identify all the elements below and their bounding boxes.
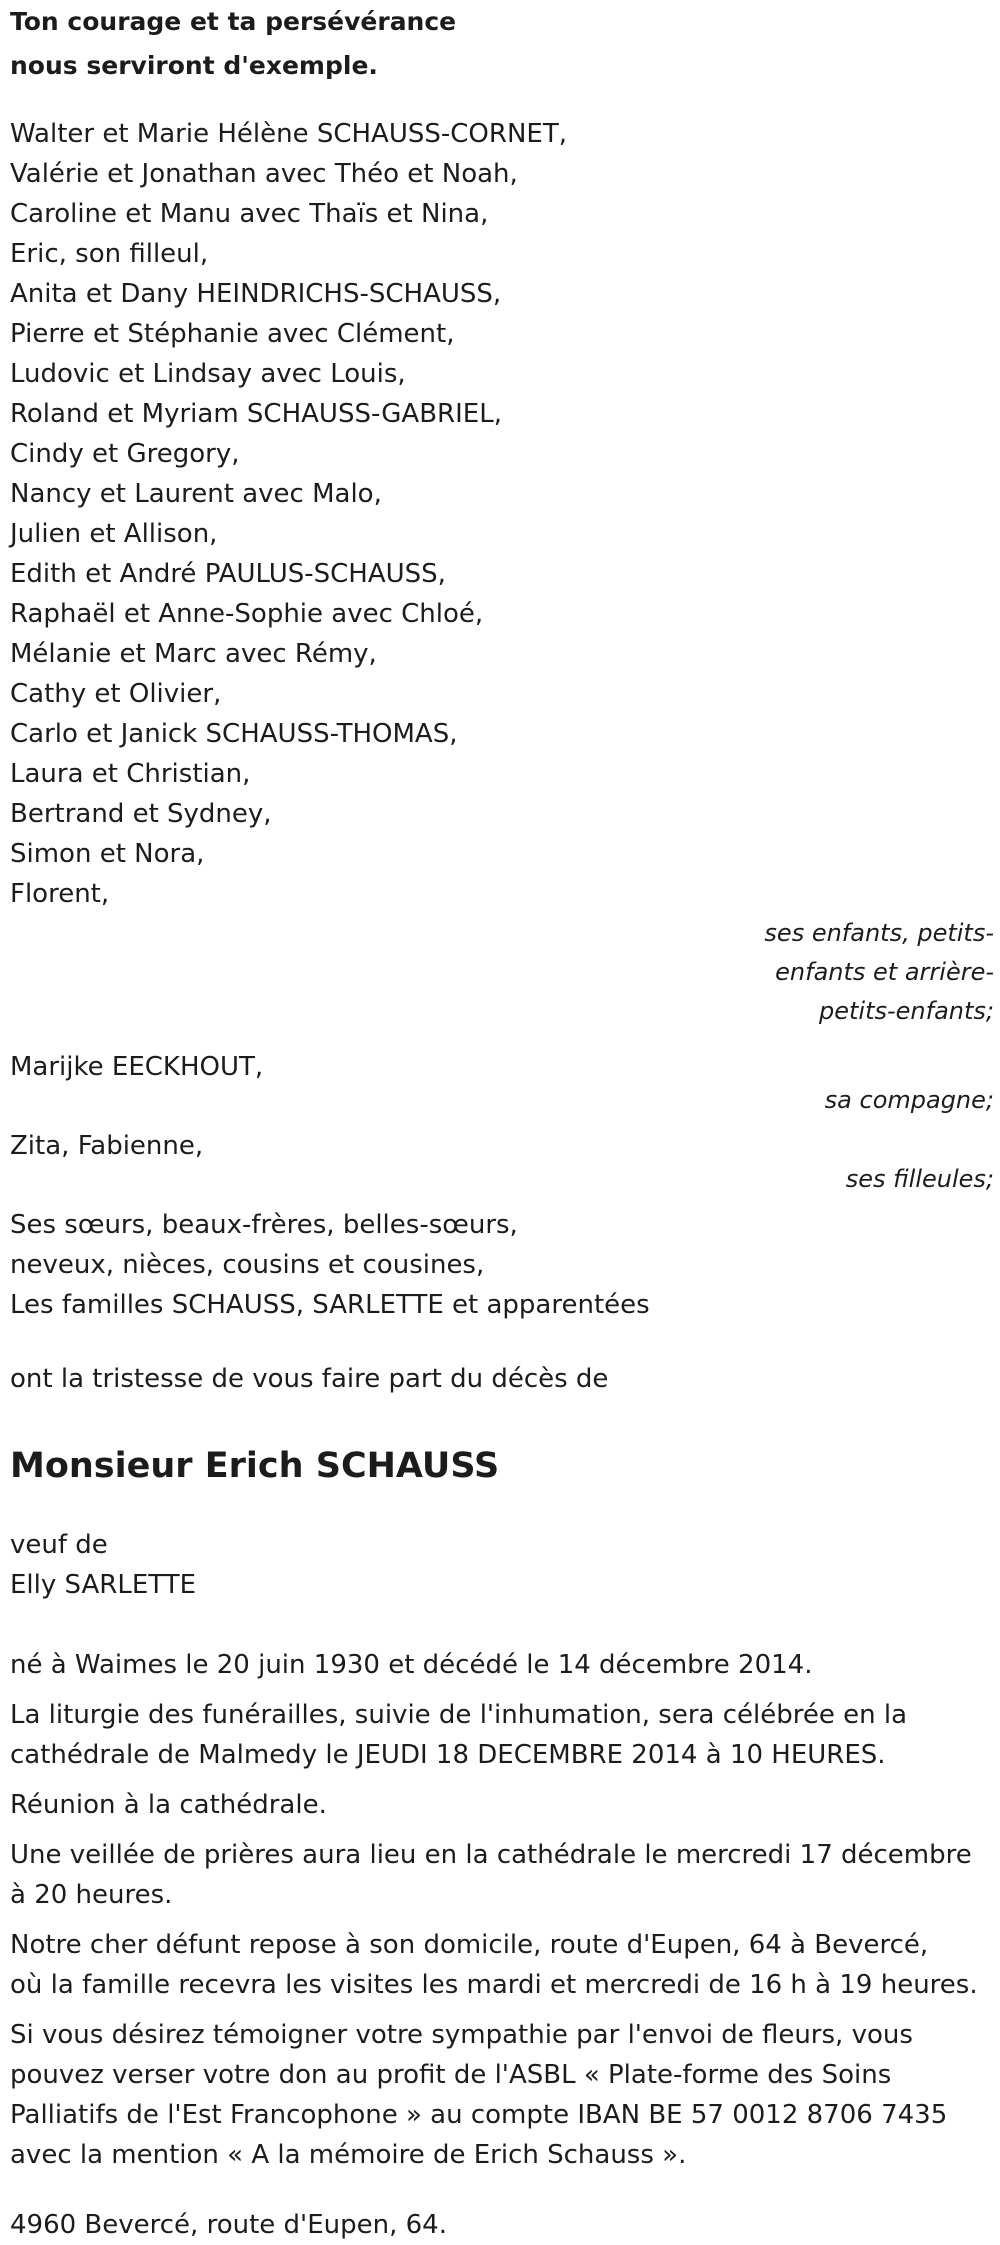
- family-role-line: ses enfants, petits-: [764, 919, 994, 947]
- companion-role: sa compagne;: [824, 1086, 994, 1114]
- paragraph-line: né à Waimes le 20 juin 1930 et décédé le 14 décembre 2014.: [10, 1650, 813, 1680]
- paragraph-line: La liturgie des funérailles, suivie de l'inhumation, sera célébrée en la: [10, 1700, 908, 1730]
- widow-line: Elly SARLETTE: [10, 1570, 197, 1600]
- family-member: Pierre et Stéphanie avec Clément,: [10, 319, 455, 349]
- family-member: Bertrand et Sydney,: [10, 799, 272, 829]
- companion-name: Marijke EECKHOUT,: [10, 1052, 264, 1082]
- family-member: Nancy et Laurent avec Malo,: [10, 479, 382, 509]
- goddaughters-block: [10, 1126, 995, 1199]
- family-list: [10, 114, 995, 914]
- reunion-paragraph: [10, 1785, 990, 1825]
- paragraph-line: où la famille recevra les visites les mardi et mercredi de 16 h à 19 heures.: [10, 1970, 978, 2000]
- family-member: Caroline et Manu avec Thaïs et Nina,: [10, 199, 489, 229]
- family-role-line: petits-enfants;: [819, 997, 994, 1025]
- donation-paragraph: [10, 2015, 990, 2175]
- family-member: Raphaël et Anne-Sophie avec Chloé,: [10, 599, 484, 629]
- epigraph-line: Ton courage et ta persévérance: [10, 7, 457, 36]
- family-member: Edith et André PAULUS-SCHAUSS,: [10, 559, 446, 589]
- relatives: [10, 1205, 995, 1325]
- family-member: Julien et Allison,: [10, 519, 218, 549]
- relatives-line: neveux, nièces, cousins et cousines,: [10, 1250, 485, 1280]
- vigil-paragraph: [10, 1835, 990, 1915]
- paragraph-line: Notre cher défunt repose à son domicile, route d'Eupen, 64 à Bevercé,: [10, 1930, 929, 1960]
- family-role-line: enfants et arrière-: [775, 958, 994, 986]
- family-member: Simon et Nora,: [10, 839, 205, 869]
- paragraph-line: Une veillée de prières aura lieu en la cathédrale le mercredi 17 décembre: [10, 1840, 972, 1870]
- epigraph-line: nous serviront d'exemple.: [10, 51, 378, 80]
- family-member: Anita et Dany HEINDRICHS-SCHAUSS,: [10, 279, 502, 309]
- home-address: 4960 Bevercé, route d'Eupen, 64.: [10, 2210, 447, 2240]
- goddaughters-role: ses filleules;: [845, 1165, 994, 1193]
- relatives-line: Les familles SCHAUSS, SARLETTE et apparentées: [10, 1290, 650, 1320]
- family-member: Eric, son filleul,: [10, 239, 209, 269]
- deceased-name: Monsieur Erich SCHAUSS: [10, 1446, 500, 1486]
- family-member: Florent,: [10, 879, 110, 909]
- family-member: Walter et Marie Hélène SCHAUSS-CORNET,: [10, 119, 567, 149]
- widow-of: [10, 1525, 995, 1605]
- relatives-line: Ses sœurs, beaux-frères, belles-sœurs,: [10, 1210, 518, 1240]
- family-member: Carlo et Janick SCHAUSS-THOMAS,: [10, 719, 458, 749]
- paragraph-line: à 20 heures.: [10, 1880, 173, 1910]
- family-member: Cindy et Gregory,: [10, 439, 240, 469]
- family-role: [10, 914, 995, 1031]
- paragraph-line: avec la mention « A la mémoire de Erich Schauss ».: [10, 2140, 687, 2170]
- family-member: Valérie et Jonathan avec Théo et Noah,: [10, 159, 518, 189]
- obituary-notice: [10, 0, 995, 2245]
- family-member: Cathy et Olivier,: [10, 679, 222, 709]
- birth-death-paragraph: [10, 1645, 990, 1685]
- goddaughters-names: Zita, Fabienne,: [10, 1131, 204, 1161]
- family-member: Roland et Myriam SCHAUSS-GABRIEL,: [10, 399, 502, 429]
- family-member: Laura et Christian,: [10, 759, 251, 789]
- paragraph-line: cathédrale de Malmedy le JEUDI 18 DECEMBRE 2014 à 10 HEURES.: [10, 1740, 886, 1770]
- paragraph-line: pouvez verser votre don au profit de l'ASBL « Plate-forme des Soins: [10, 2060, 892, 2090]
- companion-block: [10, 1047, 995, 1120]
- family-member: Ludovic et Lindsay avec Louis,: [10, 359, 406, 389]
- widow-line: veuf de: [10, 1530, 108, 1560]
- visitation-paragraph: [10, 1925, 990, 2005]
- family-member: Mélanie et Marc avec Rémy,: [10, 639, 377, 669]
- announcement: ont la tristesse de vous faire part du décès de: [10, 1364, 609, 1394]
- paragraph-line: Palliatifs de l'Est Francophone » au compte IBAN BE 57 0012 8706 7435: [10, 2100, 948, 2130]
- epigraph: [10, 2, 995, 90]
- funeral-paragraph: [10, 1695, 990, 1775]
- paragraph-line: Si vous désirez témoigner votre sympathie par l'envoi de fleurs, vous: [10, 2020, 913, 2050]
- paragraph-line: Réunion à la cathédrale.: [10, 1790, 327, 1820]
